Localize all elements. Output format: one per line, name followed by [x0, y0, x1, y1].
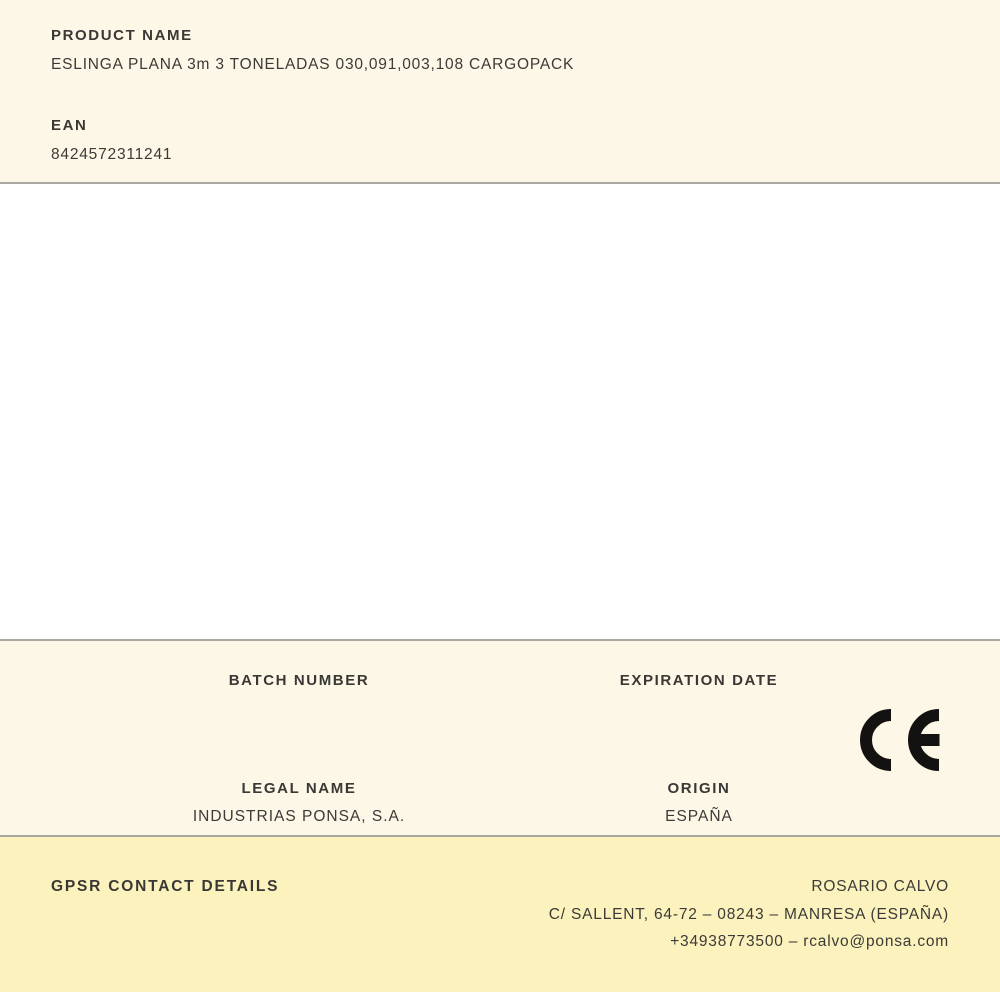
product-name-field — [51, 27, 949, 74]
ean-label: EAN — [51, 117, 88, 134]
product-header-section — [0, 0, 1000, 184]
ean-value: 8424572311241 — [51, 146, 173, 163]
origin-label: ORIGIN — [667, 780, 731, 797]
expiration-date-value — [499, 690, 899, 708]
batch-number-field — [99, 672, 499, 708]
batch-legal-section — [0, 641, 1000, 837]
expiration-date-field — [499, 672, 899, 708]
origin-value: ESPAÑA — [665, 808, 733, 825]
contact-person-name: ROSARIO CALVO — [811, 878, 949, 895]
blank-content-area — [0, 184, 1000, 641]
product-name-label: PRODUCT NAME — [51, 27, 193, 44]
info-column-right — [499, 672, 899, 826]
contact-address: C/ SALLENT, 64-72 – 08243 – MANRESA (ESPAÑA) — [548, 905, 949, 923]
gpsr-contact-section — [0, 837, 1000, 992]
gpsr-contact-details — [549, 873, 949, 956]
contact-phone-email: +34938773500 – rcalvo@ponsa.com — [670, 933, 949, 950]
gpsr-contact-label: GPSR CONTACT DETAILS — [51, 878, 280, 895]
legal-name-field — [99, 780, 499, 826]
info-grid — [0, 672, 899, 826]
batch-number-value — [99, 690, 499, 708]
legal-name-label: LEGAL NAME — [241, 780, 357, 797]
expiration-date-label: EXPIRATION DATE — [619, 672, 779, 689]
origin-field — [499, 780, 899, 826]
product-name-value: ESLINGA PLANA 3m 3 TONELADAS 030,091,003,108 CARGOPACK — [51, 56, 575, 73]
ce-marking-icon — [859, 708, 941, 772]
info-column-left — [99, 672, 499, 826]
ean-field — [51, 117, 949, 164]
batch-number-label: BATCH NUMBER — [228, 672, 370, 689]
legal-name-value: INDUSTRIAS PONSA, S.A. — [192, 808, 406, 825]
